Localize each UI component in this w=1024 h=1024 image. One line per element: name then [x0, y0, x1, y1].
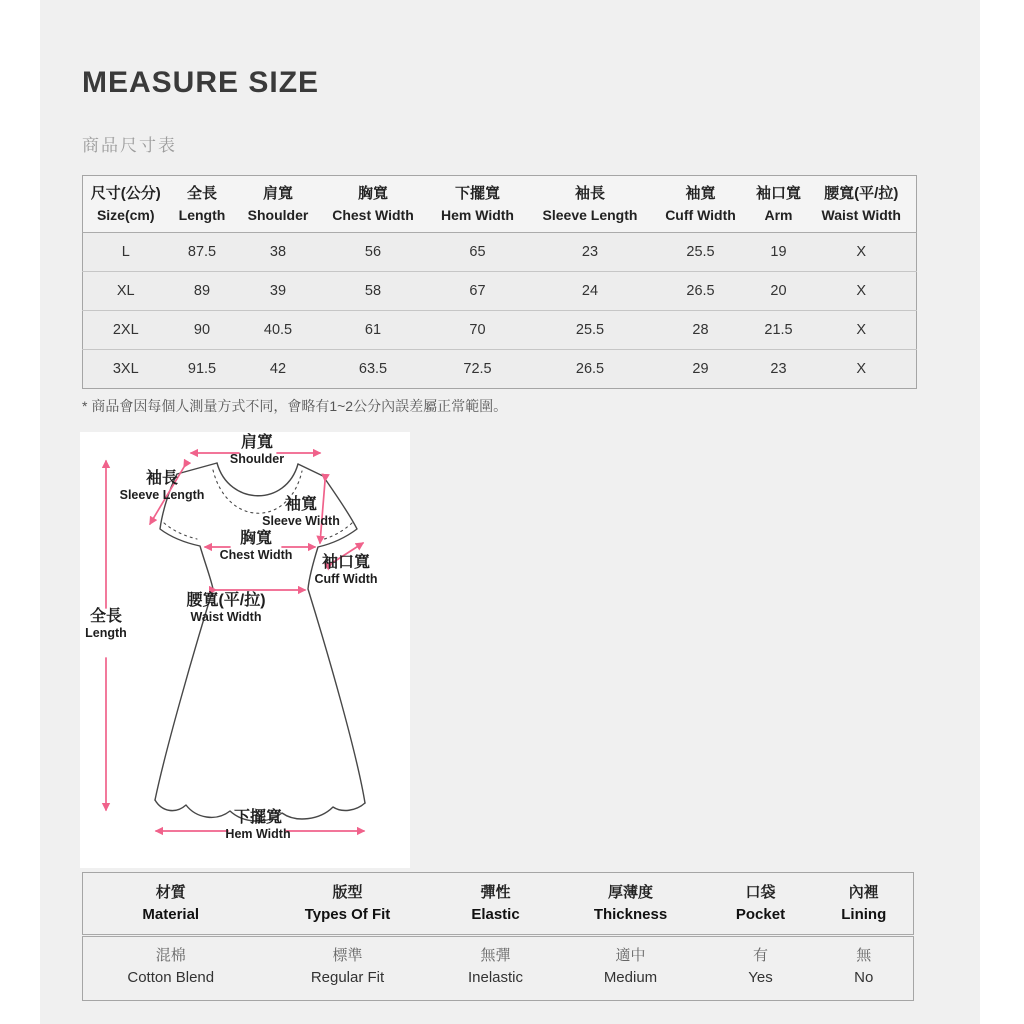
label-cuff-width: 袖口寬 Cuff Width	[314, 554, 378, 586]
size-cell: 67	[426, 272, 530, 311]
size-cell: 19	[751, 233, 807, 272]
spec-header-pocket: 口袋 Pocket	[707, 873, 815, 936]
size-cell: 24	[530, 272, 651, 311]
col-header-chest-width: 胸寬 Chest Width	[321, 176, 426, 233]
size-cell: 26.5	[651, 272, 751, 311]
size-row-2xl	[83, 311, 917, 350]
size-cell: 91.5	[169, 350, 236, 389]
size-row-xl	[83, 272, 917, 311]
size-cell: 23	[530, 233, 651, 272]
spec-value-material: 混棉 Cotton Blend	[127, 947, 215, 986]
spec-header-elastic: 彈性 Elastic	[437, 873, 555, 936]
spec-header-material: 材質 Material	[83, 873, 259, 936]
size-cell: 56	[321, 233, 426, 272]
size-cell: 63.5	[321, 350, 426, 389]
size-cell: 26.5	[530, 350, 651, 389]
col-header-size: 尺寸(公分) Size(cm)	[83, 176, 169, 233]
size-cell: 61	[321, 311, 426, 350]
size-cell: 87.5	[169, 233, 236, 272]
spec-value-elastic: 無彈 Inelastic	[467, 947, 524, 986]
spec-table	[82, 872, 914, 1001]
spec-header-thickness: 厚薄度 Thickness	[555, 873, 707, 936]
spec-table-header	[83, 873, 914, 936]
size-cell: X	[807, 350, 917, 389]
size-guide-panel	[40, 0, 980, 1024]
spec-value-thickness: 適中 Medium	[603, 947, 658, 986]
size-cell: L	[83, 233, 169, 272]
spec-value-fit: 標準 Regular Fit	[310, 947, 385, 986]
size-cell: 40.5	[236, 311, 321, 350]
label-waist-width: 腰寬(平/拉) Waist Width	[186, 592, 266, 624]
label-shoulder: 肩寬 Shoulder	[229, 434, 285, 466]
spec-values-row	[83, 936, 914, 1001]
col-header-sleeve-length: 袖長 Sleeve Length	[530, 176, 651, 233]
col-header-arm: 袖口寬 Arm	[751, 176, 807, 233]
measurement-diagram	[80, 432, 410, 868]
size-cell: 38	[236, 233, 321, 272]
size-cell: 3XL	[83, 350, 169, 389]
size-row-3xl	[83, 350, 917, 389]
label-length: 全長 Length	[85, 608, 127, 640]
spec-value-lining: 無 No	[854, 947, 874, 986]
col-header-length: 全長 Length	[169, 176, 236, 233]
size-cell: 42	[236, 350, 321, 389]
col-header-hem-width: 下擺寬 Hem Width	[426, 176, 530, 233]
label-sleeve-width: 袖寬 Sleeve Width	[262, 496, 340, 528]
size-cell: 23	[751, 350, 807, 389]
size-cell: 39	[236, 272, 321, 311]
spec-header-fit: 版型 Types Of Fit	[259, 873, 437, 936]
size-cell: 72.5	[426, 350, 530, 389]
size-cell: 20	[751, 272, 807, 311]
size-cell: 25.5	[530, 311, 651, 350]
spec-value-pocket: 有 Yes	[748, 947, 773, 986]
size-cell: 90	[169, 311, 236, 350]
size-cell: 28	[651, 311, 751, 350]
size-cell: 21.5	[751, 311, 807, 350]
spec-header-lining: 內裡 Lining	[815, 873, 914, 936]
label-chest-width: 胸寬 Chest Width	[219, 530, 293, 562]
size-table-header	[83, 176, 917, 233]
col-header-shoulder: 肩寬 Shoulder	[236, 176, 321, 233]
size-cell: 25.5	[651, 233, 751, 272]
size-cell: X	[807, 272, 917, 311]
size-cell: 58	[321, 272, 426, 311]
size-cell: 89	[169, 272, 236, 311]
size-cell: X	[807, 233, 917, 272]
size-table	[82, 175, 917, 389]
page-title: MEASURE SIZE	[82, 66, 320, 99]
measurement-note: * 商品會因每個人測量方式不同，會略有1~2公分內誤差屬正常範圍。	[82, 398, 508, 414]
size-cell: 2XL	[83, 311, 169, 350]
col-header-waist-width: 腰寬(平/拉) Waist Width	[807, 176, 917, 233]
page-subtitle: 商品尺寸表	[82, 136, 177, 155]
size-cell: 65	[426, 233, 530, 272]
size-cell: 29	[651, 350, 751, 389]
col-header-cuff-width: 袖寬 Cuff Width	[651, 176, 751, 233]
label-sleeve-length: 袖長 Sleeve Length	[119, 470, 205, 502]
size-cell: XL	[83, 272, 169, 311]
size-row-l	[83, 233, 917, 272]
size-cell: X	[807, 311, 917, 350]
size-cell: 70	[426, 311, 530, 350]
label-hem-width: 下擺寬 Hem Width	[225, 809, 291, 841]
